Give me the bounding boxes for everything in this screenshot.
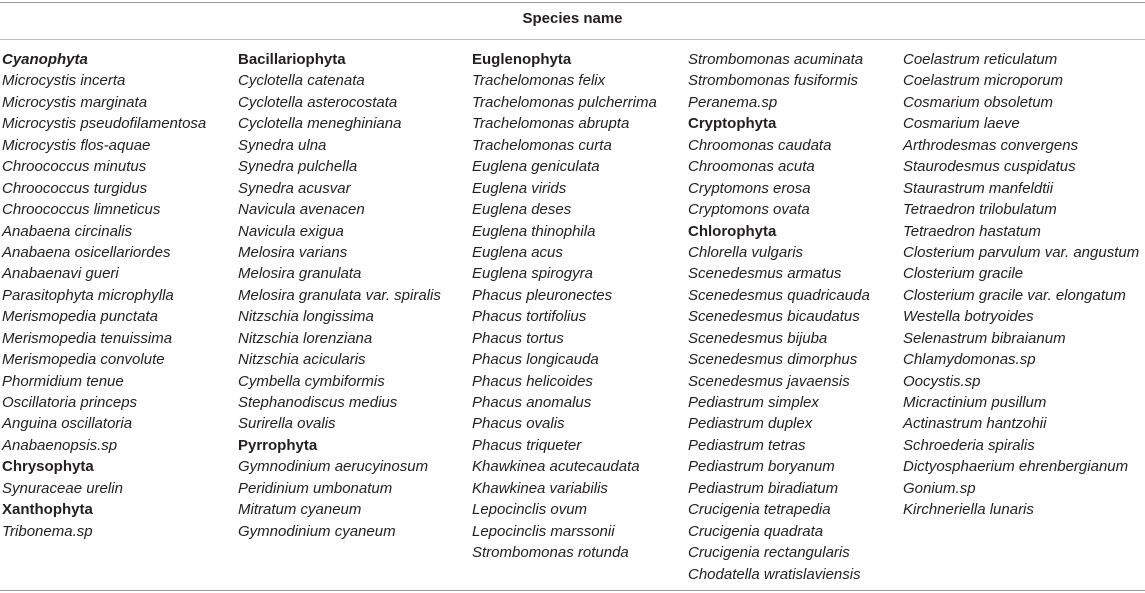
species-entry: Nitzschia acicularis — [238, 351, 366, 369]
species-entry: Staurastrum manfeldtii — [903, 179, 1054, 197]
species-entry: Chlorella vulgaris — [688, 243, 804, 261]
table-column-1 — [2, 49, 206, 542]
species-entry: Merismopedia tenuissima — [2, 329, 173, 347]
species-entry: Euglena acus — [472, 243, 563, 261]
species-entry: Crucigenia rectangularis — [688, 544, 850, 562]
species-entry: Staurodesmus cuspidatus — [903, 158, 1076, 176]
species-entry: Peranema.sp — [688, 93, 778, 111]
species-entry: Anabaena osicellariordes — [2, 243, 171, 261]
species-entry: Chroomonas caudata — [688, 136, 832, 154]
species-entry: Selenastrum bibraianum — [903, 329, 1066, 347]
species-entry: Pediastrum boryanum — [688, 458, 835, 476]
species-entry: Strombomonas rotunda — [472, 544, 629, 562]
species-entry: Scenedesmus bijuba — [688, 329, 828, 347]
species-entry: Navicula exigua — [238, 222, 344, 240]
species-entry: Micractinium pusillum — [903, 394, 1047, 411]
species-entry: Tetraedron trilobulatum — [903, 201, 1057, 219]
species-entry: Euglena geniculata — [472, 158, 600, 176]
species-entry: Cyclotella meneghiniana — [238, 115, 402, 133]
species-entry: Phacus tortifolius — [472, 308, 587, 326]
species-entry: Microcystis pseudofilamentosa — [2, 115, 207, 133]
species-entry: Lepocinclis ovum — [472, 501, 588, 519]
species-entry: Schroederia spiralis — [903, 436, 1035, 454]
species-entry: Khawkinea variabilis — [472, 479, 608, 497]
table-header: Species name — [522, 10, 623, 27]
species-entry: Anabaenavi gueri — [2, 265, 119, 283]
species-entry: Parasitophyta microphylla — [2, 286, 174, 304]
species-entry: Pediastrum duplex — [688, 415, 813, 433]
species-entry: Crucigenia quadrata — [688, 522, 824, 540]
species-entry: Trachelomonas pulcherrima — [472, 93, 657, 111]
group-heading: Euglenophyta — [472, 51, 572, 68]
species-entry: Mitratum cyaneum — [238, 501, 362, 519]
species-entry: Cryptomons ovata — [688, 201, 810, 219]
species-entry: Microcystis flos-aquae — [2, 136, 151, 154]
species-entry: Cymbella cymbiformis — [238, 372, 385, 390]
species-entry: Trachelomonas abrupta — [472, 115, 630, 133]
group-heading: Cyanophyta — [2, 51, 88, 68]
group-heading: Chrysophyta — [2, 458, 94, 476]
species-entry: Kirchneriella lunaris — [903, 501, 1034, 519]
species-entry: Closterium gracile — [903, 265, 1024, 283]
species-entry: Cyclotella asterocostata — [238, 93, 398, 111]
species-entry: Strombomonas fusiformis — [688, 72, 859, 90]
species-entry: Euglena thinophila — [472, 222, 596, 240]
species-entry: Scenedesmus quadricauda — [688, 286, 870, 304]
species-entry: Coelastrum microporum — [903, 72, 1064, 90]
species-entry: Scenedesmus javaensis — [688, 372, 850, 390]
species-entry: Gymnodinium cyaneum — [238, 522, 396, 540]
species-entry: Khawkinea acutecaudata — [472, 458, 640, 476]
species-entry: Synedra pulchella — [238, 158, 358, 176]
species-entry: Nitzschia lorenziana — [238, 329, 373, 347]
species-entry: Crucigenia tetrapedia — [688, 501, 831, 519]
species-entry: Trachelomonas curta — [472, 136, 612, 154]
species-entry: Actinastrum hantzohii — [903, 415, 1047, 433]
species-entry: Phacus tortus — [472, 329, 564, 347]
species-entry: Euglena spirogyra — [472, 265, 593, 283]
species-entry: Closterium gracile var. elongatum — [903, 286, 1126, 304]
species-entry: Chlamydomonas.sp — [903, 351, 1036, 369]
species-entry: Stephanodiscus medius — [238, 394, 398, 411]
species-entry: Pediastrum simplex — [688, 394, 819, 411]
group-heading: Chlorophyta — [688, 222, 777, 240]
species-entry: Surirella ovalis — [238, 415, 336, 433]
species-entry: Scenedesmus dimorphus — [688, 351, 858, 369]
species-entry: Scenedesmus bicaudatus — [688, 308, 860, 326]
table-bottom-rule — [0, 590, 1145, 591]
species-entry: Chodatella wratislaviensis — [688, 565, 861, 583]
species-entry: Phacus triqueter — [472, 436, 582, 454]
species-entry: Coelastrum reticulatum — [903, 51, 1058, 68]
species-entry: Melosira granulata var. spiralis — [238, 286, 441, 304]
species-entry: Phacus helicoides — [472, 372, 593, 390]
species-entry: Anabaena circinalis — [2, 222, 133, 240]
species-entry: Cosmarium laeve — [903, 115, 1020, 133]
species-entry: Trachelomonas felix — [472, 72, 606, 90]
table-column-4 — [688, 49, 870, 585]
species-entry: Gonium.sp — [903, 479, 976, 497]
species-entry: Synuraceae urelin — [2, 479, 123, 497]
species-entry: Oscillatoria princeps — [2, 394, 138, 411]
species-entry: Pediastrum biradiatum — [688, 479, 839, 497]
species-entry: Chroococcus turgidus — [2, 179, 148, 197]
table-column-5 — [903, 49, 1139, 521]
species-entry: Microcystis marginata — [2, 93, 148, 111]
species-entry: Merismopedia convolute — [2, 351, 165, 369]
species-entry: Synedra acusvar — [238, 179, 351, 197]
species-entry: Westella botryoides — [903, 308, 1034, 326]
group-heading: Cryptophyta — [688, 115, 777, 133]
species-entry: Synedra ulna — [238, 136, 327, 154]
group-heading: Bacillariophyta — [238, 51, 346, 68]
species-entry: Microcystis incerta — [2, 72, 126, 90]
species-entry: Arthrodesmas convergens — [903, 136, 1079, 154]
species-entry: Dictyosphaerium ehrenbergianum — [903, 458, 1129, 476]
species-entry: Phormidium tenue — [2, 372, 124, 390]
species-entry: Scenedesmus armatus — [688, 265, 842, 283]
species-entry: Strombomonas acuminata — [688, 51, 864, 68]
table-column-3 — [472, 49, 657, 564]
species-entry: Chroococcus limneticus — [2, 201, 161, 219]
species-entry: Cyclotella catenata — [238, 72, 365, 90]
species-entry: Pediastrum tetras — [688, 436, 806, 454]
species-entry: Navicula avenacen — [238, 201, 365, 219]
species-entry: Lepocinclis marssonii — [472, 522, 615, 540]
species-entry: Chroococcus minutus — [2, 158, 147, 176]
group-heading: Pyrrophyta — [238, 436, 318, 454]
species-entry: Euglena virids — [472, 179, 567, 197]
group-heading: Xanthophyta — [2, 501, 93, 519]
species-entry: Merismopedia punctata — [2, 308, 158, 326]
species-entry: Anabaenopsis.sp — [2, 436, 118, 454]
species-entry: Tribonema.sp — [2, 522, 93, 540]
species-entry: Anguina oscillatoria — [2, 415, 133, 433]
species-entry: Tetraedron hastatum — [903, 222, 1041, 240]
species-entry: Peridinium umbonatum — [238, 479, 393, 497]
species-entry: Phacus pleuronectes — [472, 286, 613, 304]
species-entry: Closterium parvulum var. angustum — [903, 243, 1140, 261]
species-entry: Phacus longicauda — [472, 351, 599, 369]
table-header-rule — [0, 39, 1145, 40]
species-entry: Cryptomons erosa — [688, 179, 811, 197]
table-column-2 — [238, 49, 441, 542]
species-entry: Cosmarium obsoletum — [903, 93, 1054, 111]
species-entry: Gymnodinium aerucyinosum — [238, 458, 429, 476]
species-entry: Chroomonas acuta — [688, 158, 815, 176]
species-entry: Nitzschia longissima — [238, 308, 374, 326]
table-top-rule — [0, 2, 1145, 3]
species-entry: Phacus anomalus — [472, 394, 592, 411]
species-entry: Melosira varians — [238, 243, 348, 261]
species-entry: Melosira granulata — [238, 265, 362, 283]
species-entry: Oocystis.sp — [903, 372, 981, 390]
species-entry: Euglena deses — [472, 201, 572, 219]
species-entry: Phacus ovalis — [472, 415, 565, 433]
